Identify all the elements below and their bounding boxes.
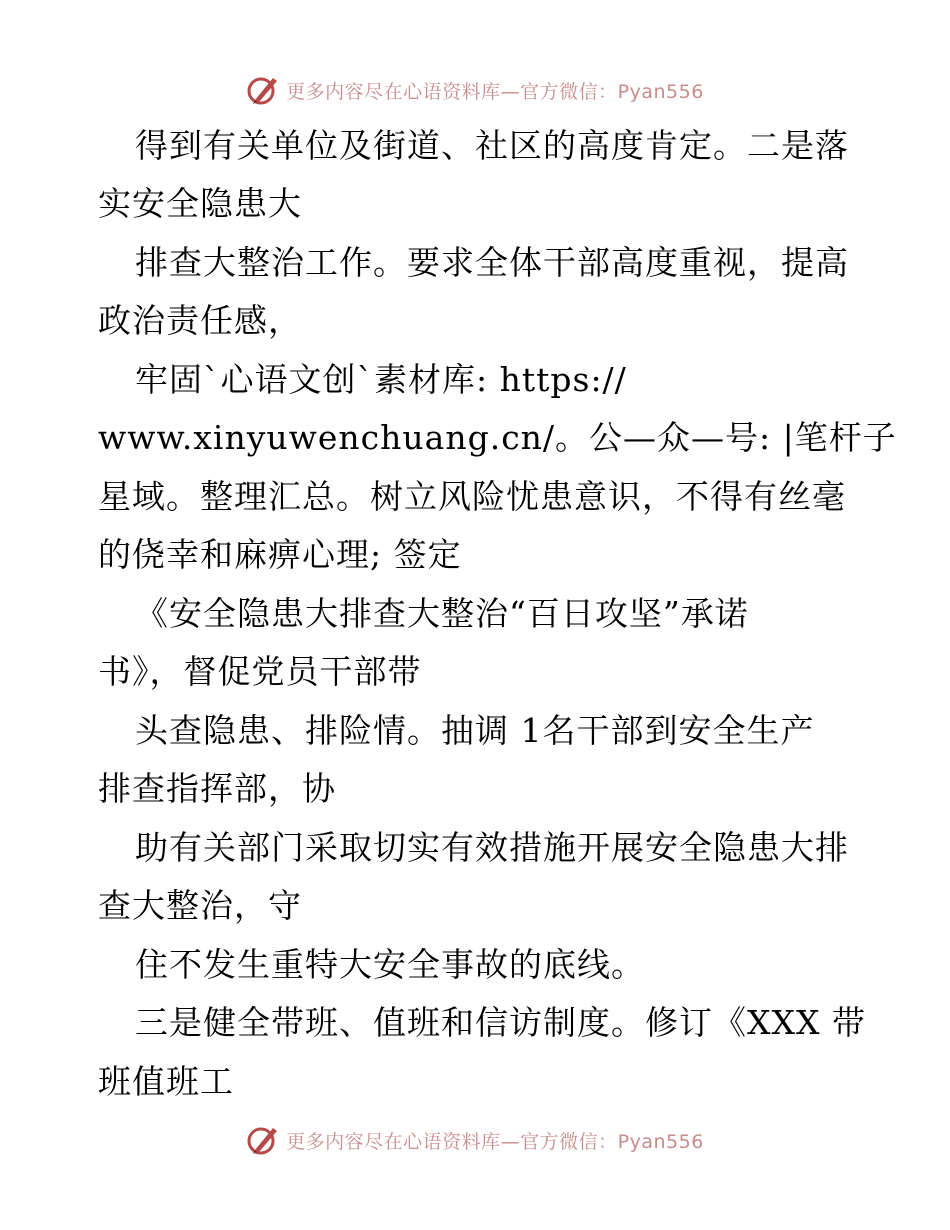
watermark-text: 更多内容尽在心语资料库—官方微信：Pyan556 — [286, 1130, 704, 1153]
quill-pen-circle-icon — [246, 73, 280, 107]
text-line: 班值班工 — [98, 1062, 234, 1101]
quill-pen-circle-icon — [246, 1123, 280, 1157]
text-line: 政治责任感， — [98, 301, 302, 340]
text-line: 书》，督促党员干部带 — [98, 652, 422, 691]
text-line: 助有关部门采取切实有效措施开展安全隐患大排 — [135, 828, 849, 867]
text-line: 排查指挥部，协 — [98, 769, 336, 808]
text-line: 三是健全带班、值班和信访制度。修订《XXX 带 — [135, 1003, 866, 1042]
watermark-text: 更多内容尽在心语资料库—官方微信：Pyan556 — [286, 80, 704, 103]
text-line: 牢固`心语文创`素材库: https:// — [135, 360, 627, 399]
text-line: 得到有关单位及街道、社区的高度肯定。二是落 — [135, 126, 849, 165]
text-line: 的侥幸和麻痹心理; 签定 — [98, 535, 462, 574]
text-line: 头查隐患、排险情。抽调 1名干部到安全生产 — [135, 711, 815, 750]
text-line: 星域。整理汇总。树立风险忧患意识，不得有丝毫 — [98, 477, 846, 516]
text-line: 实安全隐患大 — [98, 184, 302, 223]
footer-watermark-banner — [0, 1120, 950, 1160]
text-line: 排查大整治工作。要求全体干部高度重视，提高 — [135, 243, 849, 282]
text-line: 住不发生重特大安全事故的底线。 — [135, 945, 645, 984]
header-watermark-banner — [0, 70, 950, 110]
text-line: www.xinyuwenchuang.cn/。公—众—号: |笔杆子 — [98, 418, 897, 457]
text-line: 查大整治，守 — [98, 886, 302, 925]
text-line: 《安全隐患大排查大整治“百日攻坚”承诺 — [135, 594, 749, 633]
